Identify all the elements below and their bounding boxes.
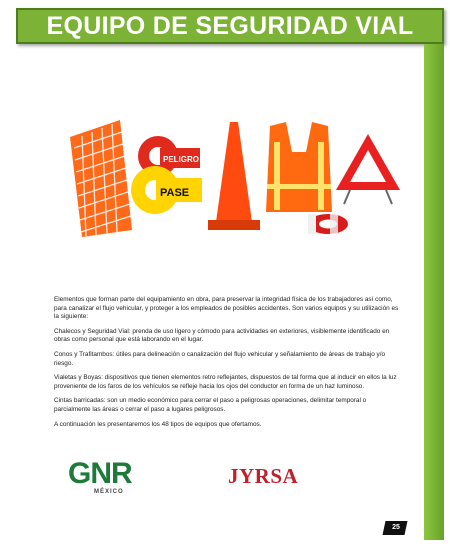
intro-paragraph: Elementos que forman parte del equipamiento en obra, para preservar la integridad física de los trabajadores así como, para canalizar el flujo vehicular, y proteger a los empleados de posibles accidentes. Son varios equipos y su utilización es la siguiente: <box>54 296 399 321</box>
green-side-bar <box>424 44 444 540</box>
cones-paragraph: Conos y Trafitambos: útiles para delineación o canalización del flujo vehicular y señalamiento de áreas de trabajo y/o riesgo. <box>54 350 386 367</box>
road-studs-paragraph: Vialetas y Boyas: dispositivos que tienen elementos retro reflejantes, dispuestos de tal forma que al inducir en ellos la luz proveniente de los faros de los vehículos se refleje hacia los ojos del conductor en forma de un haz luminoso. <box>54 374 397 390</box>
page-number: 25 <box>392 524 400 531</box>
tape-text-peligro: PELIGRO <box>163 155 200 164</box>
warning-triangle-icon <box>336 134 400 204</box>
traffic-cone-icon <box>208 122 260 230</box>
description-text <box>54 296 400 435</box>
gnr-logo-subtitle: MÉXICO <box>94 489 124 495</box>
reflective-tape-icon <box>308 214 348 234</box>
safety-equipment-image <box>60 112 410 242</box>
gnr-logo-word: GNR <box>68 457 132 490</box>
page-title: EQUIPO DE SEGURIDAD VIAL <box>46 12 414 40</box>
jyrsa-logo: JYRSA <box>228 464 299 488</box>
gnr-logo <box>68 459 158 499</box>
vests-paragraph: Chalecos y Seguridad Vial: prenda de uso ligero y cómodo para actividades en exteriores, visiblemente identificado en obras como personal que está laborando en el lugar. <box>54 327 390 344</box>
safety-vest-icon <box>266 122 332 212</box>
caution-tape-icon <box>131 136 202 214</box>
tape-text-pase: PASE <box>160 187 190 199</box>
barricade-tape-paragraph: Cintas barricadas: son un medio económico para cerrar el paso a peligrosas operaciones, delimitar temporal o parcialmente las áreas o cerrar el paso a lugares peligrosos. <box>54 397 367 413</box>
title-banner <box>16 8 444 44</box>
closing-paragraph: A continuación les presentaremos los 48 tipos de equipos que ofertamos. <box>54 420 262 428</box>
safety-fence-icon <box>70 120 132 237</box>
